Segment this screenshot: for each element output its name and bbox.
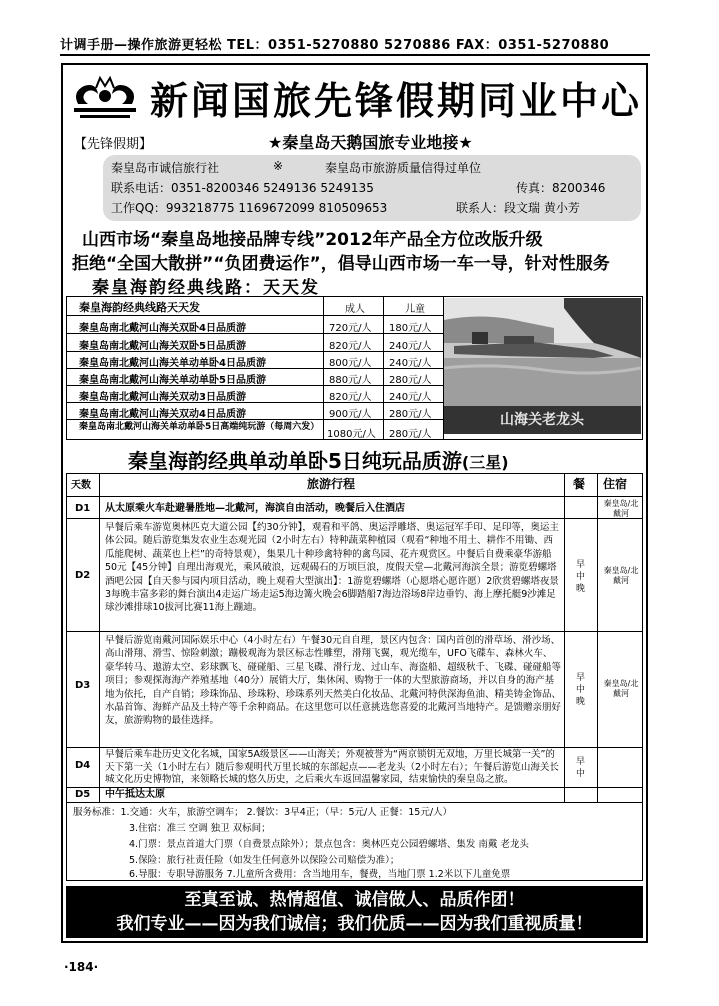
price-row-route: 秦皇岛南北戴河山海关双动3日品质游 (79, 392, 246, 403)
price-row-route: 秦皇岛南北戴河山海关单动单卧4日品质游 (79, 358, 266, 369)
price-row-route: 秦皇岛南北戴河山海关单动单卧5日品质游 (79, 375, 266, 386)
top-info-text: 计调手册—操作旅游更轻松 TEL：0351-5270880 5270886 FAX：0351-5270880 (60, 37, 610, 53)
tour-title (128, 445, 509, 474)
contact-phone: 联系电话：0351-8200346 5249136 5249135 (111, 181, 374, 195)
slogan-service: 拒绝“全国大散拼”“负团费运作”，倡导山西市场一车一导，针对性服务 (72, 254, 610, 274)
price-row-route: 秦皇岛南北戴河山海关双卧5日品质游 (79, 341, 246, 352)
agency-quality: 秦皇岛市旅游质量信得过单位 (325, 161, 482, 175)
day-stay: 秦皇岛/北戴河 (603, 679, 639, 698)
day-meal: 早中 (576, 757, 586, 779)
standard-transport-meals: 服务标准：1.交通：火车，旅游空调车； 2.餐饮：3早4正；（早：5元/人 正餐：15元/人） (73, 807, 453, 818)
standard-insurance: 5.保险：旅行社责任险（如发生任何意外以保险公司赔偿为准）； (129, 855, 400, 866)
price-row-route: 秦皇岛南北戴河山海关双动4日品质游 (79, 409, 246, 420)
price-row-adult: 820元/人 (329, 341, 372, 352)
top-info-bar (60, 32, 650, 56)
tour-stars: (三星) (461, 453, 509, 472)
price-header-adult: 成人 (345, 304, 365, 315)
standard-tickets: 4.门票：景点首道大门票（自费景点除外）；景点包含：奥林匹克公园碧螺塔、集发 南戴 老龙头 (129, 839, 529, 850)
contact-fax: 传真：8200346 (516, 181, 606, 195)
price-row-child: 280元/人 (389, 375, 432, 386)
standard-guide-children: 6.导服：专职导游服务 7.儿童所含费用：含当地用车，餐费，当地门票 1.2米以下儿童免票 (129, 869, 511, 880)
day-itinerary: 早餐后乘车游览奥林匹克大道公园【约30分钟】，观看和平鸽、奥运浮雕塔、奥运冠军手印、足印等，奥运主体公园。随后游览集发农业生态观光园（2小时左右）特种蔬菜种植园（观看“种地不用土、耕作不用锄、西瓜能爬树、蔬菜也上栏”的奇特景观），集果几十种珍禽特种的禽鸟园、花卉观赏区。中餐后自费乘豪华游船50元【45分钟】自理出海观光，乘风破浪，远观碣石的万顷巨浪，度假天堂—北戴河海滨全景；游览碧螺塔酒吧公园【自天参与园内项目活动，晚上观看大型演出】：1游览碧螺塔（心愿塔心愿许愿）2欣赏碧螺塔夜景3每晚丰富多彩的舞台演出4走运广场走运5海边篝火晚会6脚踏船7海边浴场8岸边垂钓、海上摩托艇9沙滩足球沙滩排球10拔河比赛11海上蹦迪。 (105, 522, 559, 614)
price-row-adult: 880元/人 (329, 375, 372, 386)
price-row-route: 秦皇岛南北戴河山海关单动单卧5日高端纯玩游（每周六发） (79, 422, 320, 432)
day-stay: 秦皇岛/北戴河 (603, 566, 639, 585)
day-itinerary: 早餐后游览南戴河国际娱乐中心（4小时左右）午餐30元自自理，景区内包含：国内首创的滑草场、滑沙场、高山滑翔、滑雪、惊险刺激；蹦极观海为景区标志性雕塑，滑翔飞翼，观光缆车，UFO飞碟车、森林火车、豪华转马、遨游太空、彩球飘飞、碰碰船、三星飞碟、滑行龙、过山车、海盗船、超级秋千、飞碟、碰碰船等项目；参观探海海产养殖基地（40分）展销大厅，集休闲、购物于一体的大型旅游商场，并以自身的海产基地为依托，自产自销；珍珠饰品、珍珠粉、珍珠系列天然美白化妆品、北戴河特供深海鱼油、精美铸金饰品、水晶首饰、海鲜产品及土特产等千余种商品。在这里您可以任意挑选您喜爱的北戴河当地特产。是馈赠亲朋好友，旅游购物的最佳选择。 (105, 635, 562, 727)
price-row-adult: 900元/人 (329, 409, 372, 420)
price-row-child: 280元/人 (389, 429, 432, 440)
price-header-child: 儿童 (405, 304, 425, 315)
day-stay: 秦皇岛/北戴河 (603, 499, 639, 518)
day-label: D2 (75, 570, 91, 581)
slogan-daily: 秦皇海韵经典线路：天天发 (92, 278, 320, 298)
day-label: D5 (75, 789, 91, 800)
bottom-banner (66, 886, 643, 938)
price-row-child: 180元/人 (389, 323, 432, 334)
separator-mark: ※ (273, 159, 284, 173)
page-number: ·184· (64, 960, 99, 974)
price-row-adult: 800元/人 (329, 358, 372, 369)
slogan-upgrade: 山西市场“秦皇岛地接品牌专线”2012年产品全方位改版升级 (82, 230, 543, 250)
laolongtou-photo (444, 298, 641, 434)
day-meal: 早中晚 (576, 560, 586, 594)
agency-name: 秦皇岛市诚信旅行社 (111, 161, 220, 175)
price-row-child: 240元/人 (389, 341, 432, 352)
tour-title-text: 秦皇海韵经典单动单卧5日纯玩品质游 (128, 449, 462, 473)
banner-line1: 至真至诚、热情超值、诚信做人、品质作团！ (184, 890, 525, 910)
day-itinerary: 早餐后乘车赴历史文化名城，国家5A级景区——山海关；外观被誉为“两京锁钥无双地，万里长城第一关”的天下第一关（1小时左右）随后参观明代万里长城的东部起点——老龙头（2小时左右）；午餐后游览山海关长城文化历史博物馆，来领略长城的悠久历史，之后乘火车返回温馨家园，结束愉快的秦皇岛之旅。 (105, 749, 559, 785)
price-row-child: 280元/人 (389, 409, 432, 420)
col-meal-header: 餐 (573, 477, 586, 491)
day-meal: 早中晚 (576, 673, 586, 707)
price-header-route: 秦皇海韵经典线路天天发 (79, 301, 200, 314)
standard-accommodation: 3.住宿：准三 空调 独卫 双标间； (129, 823, 271, 834)
day-label: D3 (75, 680, 91, 691)
day-itinerary: 从太原乘火车赴避暑胜地—北戴河，海滨自由活动，晚餐后入住酒店 (105, 503, 405, 514)
itinerary-table (66, 473, 643, 881)
day-label: D4 (75, 760, 91, 771)
company-logo (70, 74, 140, 124)
brand-label: 【先锋假期】 (74, 137, 153, 152)
price-row-route: 秦皇岛南北戴河山海关双卧4日品质游 (79, 323, 246, 334)
price-row-child: 240元/人 (389, 358, 432, 369)
day-label: D1 (75, 503, 91, 514)
price-row-adult: 820元/人 (329, 392, 372, 403)
price-row-adult: 1080元/人 (327, 429, 376, 440)
contact-qq: 工作QQ：993218775 1169672099 810509653 (111, 201, 388, 215)
day-itinerary: 中午抵达太原 (105, 789, 165, 800)
page-title: 新闻国旅先锋假期同业中心 (150, 79, 643, 123)
col-stay-header: 住宿 (603, 477, 628, 491)
price-row-child: 240元/人 (389, 392, 432, 403)
banner-line2: 我们专业——因为我们诚信；我们优质——因为我们重视质量！ (116, 914, 593, 934)
header-subtitle: ★秦皇岛天鹅国旅专业地接★ (268, 133, 473, 152)
col-day-header: 天数 (71, 480, 91, 491)
contact-box (103, 155, 641, 221)
contact-person: 联系人：段文瑞 黄小芳 (456, 201, 580, 215)
photo-caption: 山海关老龙头 (500, 412, 584, 428)
price-row-adult: 720元/人 (329, 323, 372, 334)
col-itinerary-header: 旅游行程 (307, 477, 356, 491)
